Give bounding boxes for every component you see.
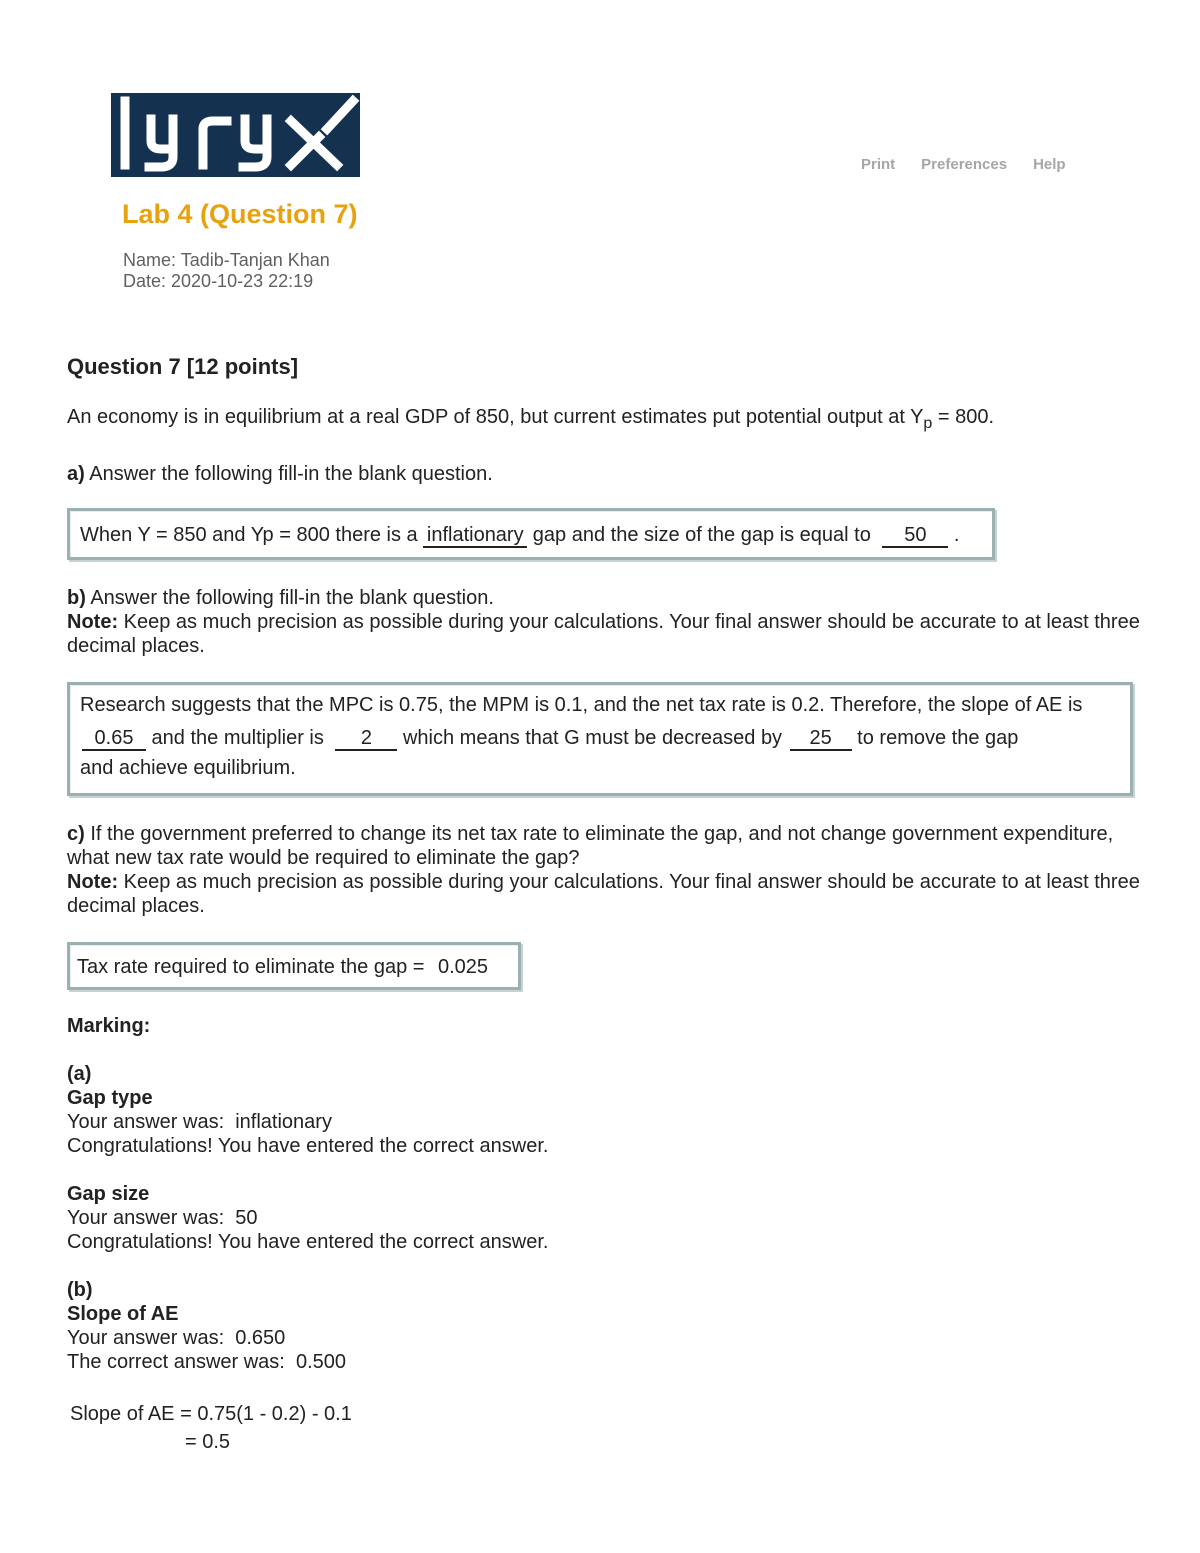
part-b-note (67, 610, 1157, 658)
preferences-link[interactable]: Preferences (921, 156, 1008, 173)
part-b-line2 (80, 721, 1120, 756)
part-a-label: a) (67, 463, 85, 485)
question-content (67, 355, 1157, 1456)
part-a-instruction (67, 462, 1157, 486)
intro-text-end: = 800. (932, 406, 995, 428)
part-c-answer-box (67, 942, 521, 990)
lyryx-logo (111, 93, 360, 177)
part-a-answer-box (67, 508, 995, 560)
part-b-text1: Research suggests that the MPC is 0.75, the MPM is 0.1, and the net tax rate is 0.2. Therefore, the slope of AE is (80, 694, 1083, 716)
part-b-text2: and the multiplier is (146, 727, 330, 749)
gap-size-input[interactable]: 50 (882, 524, 948, 548)
gap-type-feedback: Congratulations! You have entered the correct answer. (67, 1135, 549, 1157)
part-b-note-label: Note: (67, 611, 119, 633)
gap-size-feedback: Congratulations! You have entered the correct answer. (67, 1231, 549, 1253)
part-b-instruction-text: Answer the following fill-in the blank question. (85, 587, 494, 609)
slope-ae-input[interactable]: 0.65 (82, 727, 146, 751)
marking-a-label: (a) (67, 1063, 92, 1085)
slope-calc-line2: = 0.5 (185, 1431, 231, 1453)
part-b-text4: to remove the gap (851, 727, 1019, 749)
part-b-answer-box (67, 682, 1133, 796)
part-a-text2: gap and the size of the gap is equal to (527, 524, 877, 546)
help-link[interactable]: Help (1033, 156, 1066, 173)
gap-type-answer: Your answer was: inflationary (67, 1111, 332, 1133)
part-b-note-text: Keep as much precision as possible during your calculations. Your final answer should be accurate to at least three decimal places. (67, 611, 1140, 657)
part-c-box-text: Tax rate required to eliminate the gap = (77, 956, 430, 978)
gap-type-input[interactable]: inflationary (423, 524, 527, 548)
slope-correct: The correct answer was: 0.500 (67, 1351, 347, 1373)
marking-b-label: (b) (67, 1279, 93, 1301)
part-a-text1: When Y = 850 and Yp = 800 there is a (80, 524, 424, 546)
marking-title: Marking: (67, 1015, 151, 1037)
part-b-instruction (67, 586, 1157, 610)
student-meta (123, 250, 330, 292)
tax-rate-value[interactable]: 0.025 (438, 956, 489, 978)
multiplier-input[interactable]: 2 (335, 727, 397, 751)
part-c-label: c) (67, 823, 85, 845)
part-a-text3: . (948, 524, 960, 546)
print-link[interactable]: Print (861, 156, 896, 173)
slope-heading: Slope of AE (67, 1303, 179, 1325)
lab-title: Lab 4 (Question 7) (122, 199, 358, 229)
gap-size-heading: Gap size (67, 1183, 150, 1205)
intro-subscript: p (923, 415, 933, 432)
submission-date: Date: 2020-10-23 22:19 (123, 271, 314, 291)
g-decrease-input[interactable]: 25 (790, 727, 852, 751)
gap-size-answer: Your answer was: 50 (67, 1207, 258, 1229)
part-b-text5: and achieve equilibrium. (80, 757, 296, 779)
gap-type-heading: Gap type (67, 1087, 153, 1109)
part-c-note-text: Keep as much precision as possible during your calculations. Your final answer should be accurate to at least three decimal places. (67, 871, 1140, 917)
part-c-note (67, 870, 1157, 918)
part-b-label: b) (67, 587, 86, 609)
part-c-instruction-text: If the government preferred to change its net tax rate to eliminate the gap, and not change government expenditure, what new tax rate would be required to eliminate the gap? (67, 823, 1114, 869)
part-c-note-label: Note: (67, 871, 119, 893)
part-c-instruction (67, 822, 1157, 870)
top-nav (861, 156, 1066, 173)
question-intro (67, 405, 1157, 436)
slope-calc-line1: Slope of AE = 0.75(1 - 0.2) - 0.1 (70, 1403, 352, 1425)
part-a-instruction-text: Answer the following fill-in the blank question. (84, 463, 493, 485)
slope-answer: Your answer was: 0.650 (67, 1327, 286, 1349)
intro-text: An economy is in equilibrium at a real GDP of 850, but current estimates put potential output at Y (67, 406, 924, 428)
student-name: Name: Tadib-Tanjan Khan (123, 250, 330, 270)
part-b-text3: which means that G must be decreased by (397, 727, 788, 749)
question-title: Question 7 [12 points] (67, 354, 299, 379)
